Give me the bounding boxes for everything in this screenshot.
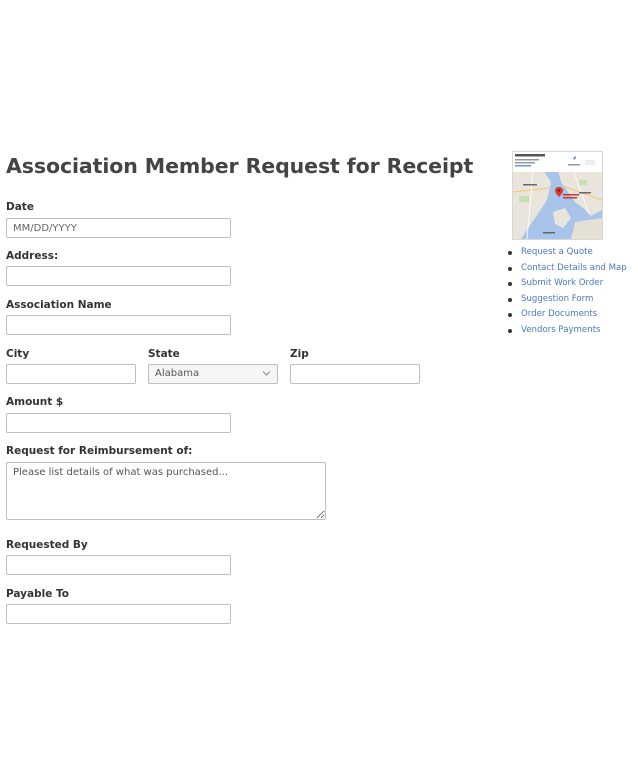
list-item [508,261,627,277]
payable-to-input[interactable] [6,604,231,624]
bullet-icon [508,329,512,333]
map-image [513,152,602,239]
amount-input[interactable] [6,413,231,433]
state-selected-value: Alabama [155,368,200,379]
requested-by-input[interactable] [6,555,231,575]
reimbursement-label: Request for Reimbursement of: [6,445,193,457]
zip-input[interactable] [290,364,420,384]
list-item [508,276,627,292]
sidebar-links [508,245,627,339]
address-label: Address: [6,250,59,262]
bullet-icon [508,251,512,255]
date-input[interactable] [6,218,231,238]
link-submit-work-order[interactable]: Submit Work Order [521,278,604,289]
link-contact-details-and-map[interactable]: Contact Details and Map [521,262,627,273]
page-title: Association Member Request for Receipt [6,154,474,178]
state-select[interactable] [148,364,278,384]
zip-label: Zip [290,348,309,360]
link-vendors-payments[interactable]: Vendors Payments [521,324,601,335]
list-item [508,292,627,308]
association-name-label: Association Name [6,299,112,311]
bullet-icon [508,313,512,317]
payable-to-label: Payable To [6,588,69,600]
state-label: State [148,348,180,360]
association-name-input[interactable] [6,315,231,335]
bullet-icon [508,298,512,302]
requested-by-label: Requested By [6,539,88,551]
address-input[interactable] [6,266,231,286]
link-order-documents[interactable]: Order Documents [521,309,598,320]
city-label: City [6,348,30,360]
list-item [508,323,627,339]
city-input[interactable] [6,364,136,384]
link-request-a-quote[interactable]: Request a Quote [521,247,593,257]
bullet-icon [508,267,512,271]
date-label: Date [6,201,34,213]
list-item [508,245,627,261]
amount-label: Amount $ [6,396,64,408]
link-suggestion-form[interactable]: Suggestion Form [521,293,594,304]
reimbursement-textarea[interactable] [6,462,326,520]
map-thumbnail[interactable] [512,151,603,240]
list-item [508,307,627,323]
chevron-down-icon [262,370,271,377]
bullet-icon [508,282,512,286]
